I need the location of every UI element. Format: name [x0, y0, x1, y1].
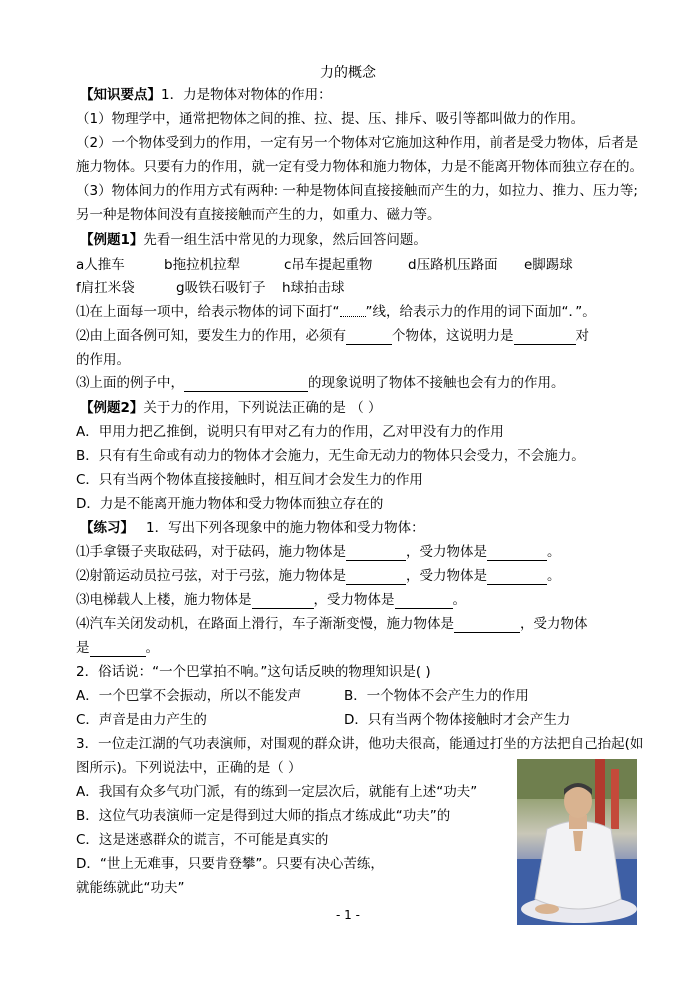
- knowledge-line-1: 【知识要点】1．力是物体对物体的作用：: [80, 87, 332, 103]
- example-1-question-2-cont: 的作用。: [76, 352, 130, 368]
- list-item: h球拍击球: [282, 280, 345, 296]
- list-item: c吊车提起重物: [284, 257, 373, 273]
- example-2-option-d: D．力是不能离开施力物体和受力物体而独立存在的: [76, 496, 384, 512]
- practice-question-3-option-a: A．我国有众多气功门派，有的练到一定层次后，就能有上述“功夫”: [76, 784, 478, 800]
- example-1-question-3: ⑶上面的例子中， 的现象说明了物体不接触也会有力的作用。: [76, 375, 565, 391]
- practice-1-item-4-cont: 是 。: [76, 640, 159, 656]
- answer-blank[interactable]: [90, 642, 146, 657]
- practice-question-3-option-c: C．这是迷惑群众的谎言，不可能是真实的: [76, 832, 329, 848]
- knowledge-header: 【知识要点】: [80, 87, 161, 103]
- answer-blank[interactable]: [395, 594, 453, 609]
- list-item: b拖拉机拉犁: [164, 257, 241, 273]
- practice-question-3: 3．一位走江湖的气功表演师，对围观的群众讲，他功夫很高，能通过打坐的方法把自己抬起(如: [76, 736, 644, 752]
- wavy-underline-mark: [340, 308, 366, 317]
- meditating-man-photo: [517, 759, 637, 925]
- answer-blank[interactable]: [252, 594, 314, 609]
- answer-blank[interactable]: [346, 546, 406, 561]
- practice-question-2-options-ab: A．一个巴掌不会振动，所以不能发声 B．一个物体不会产生力的作用: [76, 688, 529, 704]
- answer-blank[interactable]: [346, 330, 392, 345]
- knowledge-line-5: （3）物体间力的作用方式有两种: 一种是物体间直接接触而产生的力，如拉力、推力、压力等;: [76, 183, 638, 199]
- list-item: e脚踢球: [524, 257, 573, 273]
- example-1-question-1: ⑴在上面每一项中，给表示物体的词下面打“ ”线，给表示力的作用的词下面加“．”。: [76, 304, 596, 320]
- list-item: g吸铁石吸钉子: [176, 280, 266, 296]
- answer-blank[interactable]: [184, 377, 308, 392]
- answer-blank[interactable]: [487, 546, 547, 561]
- knowledge-line-6: 另一种是物体间没有直接接触而产生的力，如重力、磁力等。: [76, 207, 441, 223]
- practice-intro: 【练习】 1．写出下列各现象中的施力物体和受力物体：: [80, 520, 425, 536]
- knowledge-line-2: （1）物理学中，通常把物体之间的推、拉、提、压、排斥、吸引等都叫做力的作用。: [76, 111, 585, 127]
- example-2-option-a: A．甲用力把乙推倒，说明只有甲对乙有力的作用，乙对甲没有力的作用: [76, 424, 504, 440]
- answer-blank[interactable]: [487, 570, 547, 585]
- practice-1-item-1: ⑴手拿镊子夹取砝码，对于砝码，施力物体是 ，受力物体是 。: [76, 544, 561, 560]
- answer-blank[interactable]: [346, 570, 406, 585]
- practice-question-3-option-b: B．这位气功表演师一定是得到过大师的指点才练成此“功夫”的: [76, 808, 451, 824]
- knowledge-line-3: （2）一个物体受到力的作用，一定有另一个物体对它施加这种作用，前者是受力物体，后者是: [76, 135, 639, 151]
- list-item: f肩扛米袋: [76, 280, 135, 296]
- example-1-intro: 【例题1】先看一组生活中常见的力现象，然后回答问题。: [80, 232, 427, 248]
- answer-blank[interactable]: [514, 330, 576, 345]
- example-2-option-c: C．只有当两个物体直接接触时，相互间才会发生力的作用: [76, 472, 423, 488]
- knowledge-line-4: 施力物体。只要有力的作用，就一定有受力物体和施力物体，力是不能离开物体而独立存在的。: [76, 159, 643, 175]
- example-1-question-2: ⑵由上面各例可知，要发生力的作用，必须有 个物体，这说明力是 对: [76, 328, 589, 344]
- page-title: 力的概念: [320, 65, 376, 81]
- practice-question-2: 2．俗话说：“一个巴掌拍不响。”这句话反映的物理知识是( ): [76, 664, 431, 680]
- page-number: - 1 -: [336, 908, 360, 922]
- practice-1-item-2: ⑵射箭运动员拉弓弦，对于弓弦，施力物体是 ，受力物体是 。: [76, 568, 561, 584]
- meditating-man-illustration: [517, 759, 637, 925]
- practice-1-item-3: ⑶电梯载人上楼，施力物体是 ，受力物体是 。: [76, 592, 466, 608]
- list-item: d压路机压路面: [408, 257, 498, 273]
- example-2-option-b: B．只有有生命或有动力的物体才会施力，无生命无动力的物体只会受力，不会施力。: [76, 448, 585, 464]
- example-2-intro: 【例题2】关于力的作用，下列说法正确的是 （ ）: [80, 400, 382, 416]
- practice-question-3-cont: 图所示)。下列说法中，正确的是（ ）: [76, 760, 302, 776]
- practice-question-3-option-d-cont: 就能练就此“功夫”: [76, 880, 185, 896]
- answer-blank[interactable]: [454, 618, 520, 633]
- practice-question-2-options-cd: C．声音是由力产生的 D．只有当两个物体接触时才会产生力: [76, 712, 571, 728]
- practice-question-3-option-d: D．“世上无难事，只要肯登攀”。只要有决心苦练，: [76, 856, 384, 872]
- list-item: a人推车: [76, 257, 125, 273]
- practice-1-item-4: ⑷汽车关闭发动机，在路面上滑行，车子渐渐变慢，施力物体是 ，受力物体: [76, 616, 588, 632]
